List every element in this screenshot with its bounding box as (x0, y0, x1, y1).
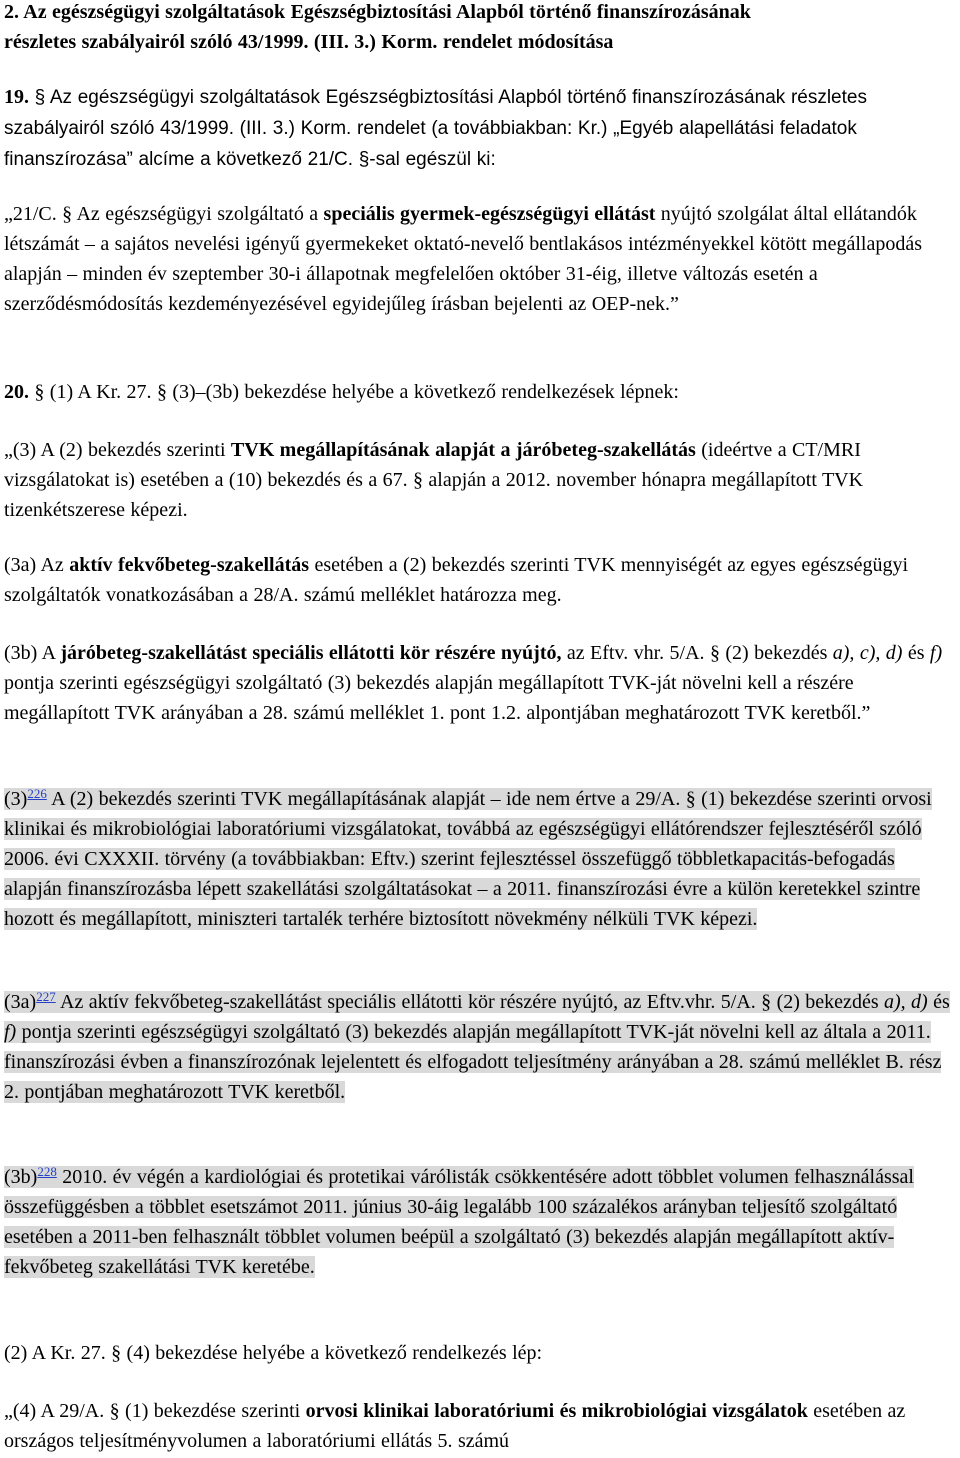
paragraph-italic-text: f) (4, 1021, 17, 1043)
section-19-paragraph (4, 82, 956, 175)
paragraph-text: (2) A Kr. 27. § (4) bekezdése helyébe a következő rendelkezés lép: (4, 1342, 543, 1364)
section-21c-paragraph (4, 199, 956, 319)
section-number: 19. (4, 86, 29, 108)
paragraph-text: 2010. év végén a kardiológiai és protetikai várólisták csökkentésére adott többlet volumen felhasználással összefüggésben a többlet esetszámot 2011. június 30-áig legalább 100 százalékos arányban teljesítő szolgáltató esetében a 2011-ben felhasznált többlet volumen beépül a szolgáltató (3) bekezdés alapján megállapított aktív-fekvőbeteg szakellátási TVK keretébe. (4, 1166, 914, 1278)
highlighted-passage (4, 991, 950, 1103)
footnote-link-228[interactable]: 228 (37, 1164, 57, 1179)
heading-line-2: részletes szabályairól szóló 43/1999. (III. 3.) Korm. rendelet módosítása (4, 31, 614, 53)
new-paragraph-3a (4, 550, 956, 610)
paragraph-text: esetében az országos teljesítményvolumen a laboratóriumi ellátás 5. számú (4, 1400, 906, 1452)
document-heading (4, 0, 956, 57)
paragraph-text: nyújtó szolgálat által ellátandók létszámát – a sajátos nevelési igényű gyermekeket oktató-nevelő bentlakásos intézményekkel kötött megállapodás alapján – minden év szeptember 30-i állapotnak megfelelően október 31-éig, illetve változás esetén a szerződésmódosítás kezdeményezésével egyidejűleg írásban bejelenti az OEP-nek.” (4, 203, 922, 315)
footnote-link-226[interactable]: 226 (27, 786, 47, 801)
paragraph-text: A (2) bekezdés szerinti TVK megállapításának alapját – ide nem értve a 29/A. § (1) bekezdése szerinti orvosi klinikai és mikrobiológiai laboratóriumi vizsgálatokat, továbbá az egészségügyi ellátórendszer fejlesztéséről szóló 2006. évi CXXXII. törvény (a továbbiakban: Eftv.) szerint fejlesztéssel összefüggő többletkapacitás-befogadás alapján finanszírozásba lépett szakellátási szolgáltatásokat – a 2011. finanszírozási évre a külön keretekkel szintre hozott és megállapított, miniszteri tartalék terhére biztosított növekmény nélküli TVK képezi. (4, 788, 932, 930)
paragraph-text: esetében a (2) bekezdés szerinti TVK mennyiségét az egyes egészségügyi szolgáltatók vonatkozásában a 28/A. számú melléklet határozza meg. (4, 554, 908, 606)
paragraph-text: „(4) A 29/A. § (1) bekezdése szerinti (4, 1400, 306, 1422)
section-text: § (1) A Kr. 27. § (3)–(3b) bekezdése helyébe a következő rendelkezések lépnek: (29, 381, 679, 403)
paragraph-italic-text: a), c), d) (832, 642, 903, 664)
paragraph-text: pontja szerinti egészségügyi szolgáltató (3) bekezdés alapján megállapított TVK-ját növelni kell a részére megállapított TVK arányában a 28. számú melléklet 1. pont 1.2. alpontjában meghatározott TVK keretből.” (4, 672, 871, 724)
old-paragraph-3b (4, 1162, 956, 1282)
paragraph-label: (3a) (4, 991, 37, 1013)
paragraph-text: (ideértve a CT/MRI vizsgálatokat is) esetében a (10) bekezdés és a 67. § alapján a 2012. november hónapra megállapított TVK tizenkétszerese képezi. (4, 439, 864, 521)
paragraph-label: (3) (4, 788, 28, 810)
paragraph-bold-text: orvosi klinikai laboratóriumi és mikrobiológiai vizsgálatok (305, 1400, 808, 1422)
section-text: § Az egészségügyi szolgáltatások Egészségbiztosítási Alapból történő finanszírozásának részletes szabályairól szóló 43/1999. (III. 3.) Korm. rendelet (a továbbiakban: Kr.) „Egyéb alapellátási feladatok finanszírozása” alcíme a következő 21/C. §-sal egészül ki: (4, 87, 867, 170)
paragraph-text: Az aktív fekvőbeteg-szakellátást speciális ellátotti kör részére nyújtó, az Eftv.vhr. 5/A. § (2) bekezdés (55, 991, 884, 1013)
paragraph-text: és (927, 991, 950, 1013)
paragraph-italic-text: a), d) (884, 991, 928, 1013)
paragraph-label: (3b) (4, 1166, 38, 1188)
paragraph-text: (3b) A (4, 642, 61, 664)
paragraph-text: és (902, 642, 930, 664)
paragraph-italic-text: f) (929, 642, 943, 664)
section-number: 20. (4, 381, 29, 403)
section-20-paragraph (4, 377, 956, 407)
old-paragraph-3 (4, 784, 956, 934)
new-paragraph-4 (4, 1396, 956, 1456)
old-paragraph-3a (4, 987, 956, 1107)
paragraph-bold-text: speciális gyermek-egészségügyi ellátást (323, 203, 656, 225)
heading-line-1: 2. Az egészségügyi szolgáltatások Egészségbiztosítási Alapból történő finanszírozásának (4, 1, 751, 23)
paragraph-text: pontja szerinti egészségügyi szolgáltató (3) bekezdés alapján megállapított TVK-ját növelni kell az általa a 2011. finanszírozási évben a finanszírozónak lejelentett és elfogadott teljesítmény arányában a 28. számú melléklet B. rész 2. pontjában meghatározott TVK keretből. (4, 1021, 942, 1103)
paragraph-bold-text: aktív fekvőbeteg-szakellátás (69, 554, 310, 576)
paragraph-bold-text: járóbeteg-szakellátást speciális ellátotti kör részére nyújtó, (60, 642, 562, 664)
new-paragraph-3 (4, 435, 956, 525)
section-20-2-paragraph (4, 1338, 956, 1368)
paragraph-text: az Eftv. vhr. 5/A. § (2) bekezdés (561, 642, 833, 664)
highlighted-passage (4, 788, 932, 930)
paragraph-bold-text: TVK megállapításának alapját a járóbeteg-szakellátás (230, 439, 696, 461)
new-paragraph-3b (4, 638, 956, 728)
highlighted-passage (4, 1166, 914, 1278)
footnote-link-227[interactable]: 227 (36, 989, 56, 1004)
paragraph-text: „21/C. § Az egészségügyi szolgáltató a (4, 203, 324, 225)
paragraph-text: (3a) Az (4, 554, 70, 576)
paragraph-text: „(3) A (2) bekezdés szerinti (4, 439, 231, 461)
